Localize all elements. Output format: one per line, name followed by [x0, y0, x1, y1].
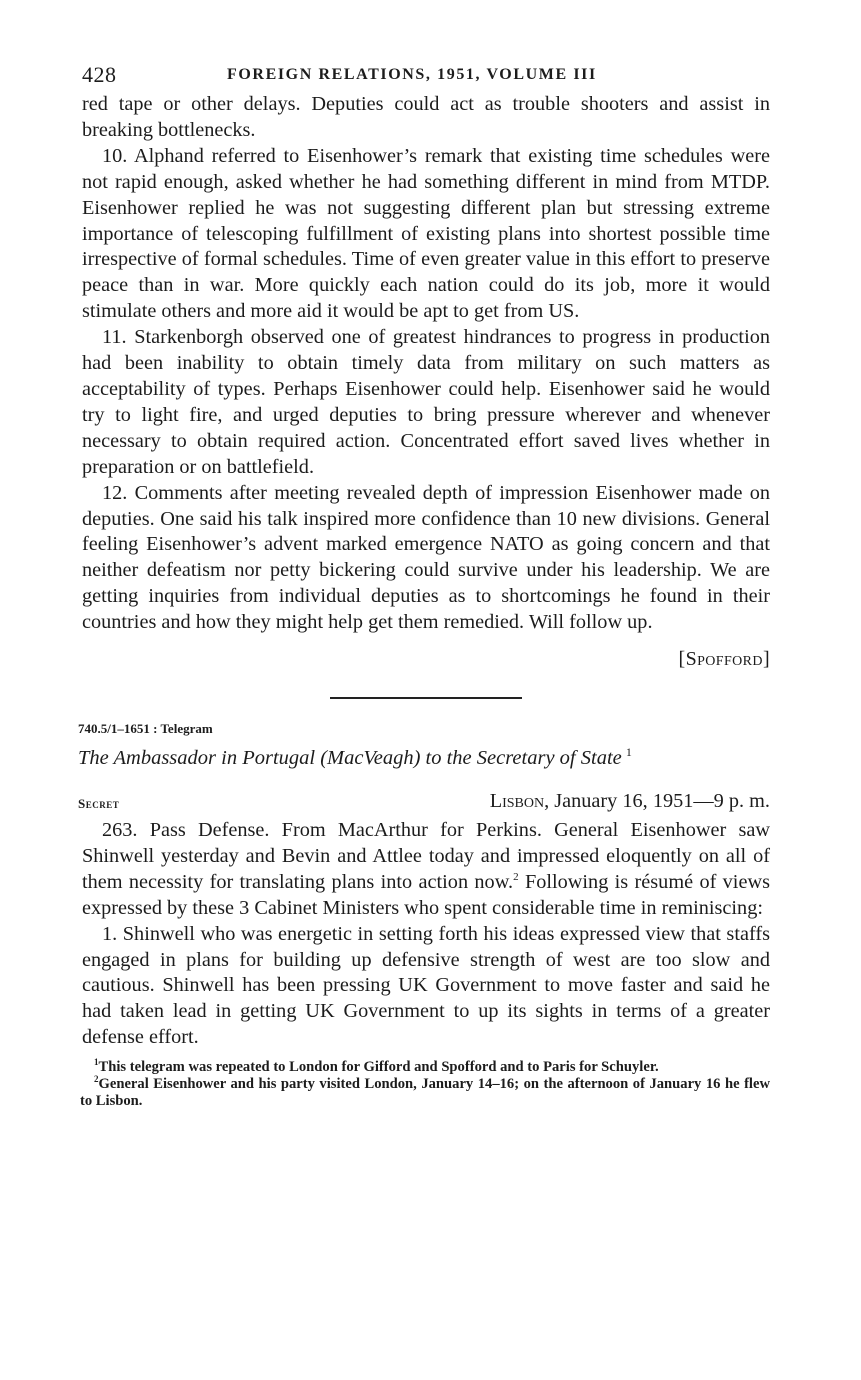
paragraph-263-part-b: Following is résumé of views expressed by these 3 Cabinet Ministers who spent considerable time in reminiscing: [82, 870, 770, 919]
running-header [82, 58, 770, 92]
paragraph-shinwell: 1. Shinwell who was energetic in setting forth his ideas expressed view that staffs engaged in plans for building up defensive strength of west are too slow and cautious. Shinwell has been pressing UK Government to move faster and said he had taken lead in getting UK Government to up its sights in terms of a greater defense effort. [82, 922, 770, 1049]
footnote-1 [80, 1059, 770, 1076]
paragraph-continued: red tape or other delays. Deputies could act as trouble shooters and assist in breaking bottlenecks. [82, 93, 770, 141]
footnote-2-number: 2 [94, 1074, 99, 1085]
dateline [78, 790, 770, 818]
footnotes [80, 1059, 770, 1110]
footnote-ref-2: 2 [513, 871, 519, 884]
signature-name: Spofford [685, 648, 763, 671]
date-text: , January 16, 1951—9 p. m. [544, 790, 770, 813]
footnote-1-text: This telegram was repeated to London for Gifford and Spofford and to Paris for Schuyler. [98, 1059, 659, 1076]
footnote-2-text: General Eisenhower and his party visited London, January 14–16; on the afternoon of January 16 he flew to Lisbon. [80, 1076, 770, 1110]
classification-label: Secret [78, 796, 120, 812]
running-title: FOREIGN RELATIONS, 1951, VOLUME III [227, 66, 597, 83]
place-name: Lisbon [489, 790, 545, 813]
document-title [78, 747, 770, 770]
paragraph-263 [82, 818, 770, 922]
document-page [78, 58, 770, 1110]
footnote-ref-1: 1 [625, 745, 632, 760]
page-number: 428 [82, 62, 117, 87]
paragraph-10: 10. Alphand referred to Eisenhower’s remark that existing time schedules were not rapid enough, asked whether he had something different in mind from MTDP. Eisenhower replied he was not suggesting different plan but stressing extreme importance of telescoping fulfillment of existing plans into shortest possible time irrespective of formal schedules. Time of even greater value in this effort to preserve peace than in war. More quickly each nation could do its job, more it would stimulate others and more aid it would be apt to get from US. [82, 144, 770, 323]
footnote-2 [80, 1076, 770, 1110]
paragraph-12: 12. Comments after meeting revealed depth of impression Eisenhower made on deputies. One said his talk inspired more confidence than 10 new divisions. General feeling Eisenhower’s advent marked emergence NATO as going concern and that neither defeatism nor petty bickering could survive under his leadership. We are getting inquiries from individual deputies as to shortcomings he found in their countries and how they might help get them remedied. Will follow up. [82, 481, 770, 634]
document-title-text: The Ambassador in Portugal (MacVeagh) to the Secretary of State [78, 747, 622, 770]
file-reference: 740.5/1–1651 : Telegram [78, 721, 213, 737]
paragraph-263-part-a: 263. Pass Defense. From MacArthur for Perkins. General Eisenhower saw Shinwell yesterday and Bevin and Attlee today and impressed eloquently on all of them necessity for translating plans into action now. [82, 819, 770, 893]
footnote-1-number: 1 [94, 1057, 99, 1068]
place-and-date [490, 790, 770, 813]
section-divider [330, 697, 522, 699]
signature: [Spofford] [678, 648, 770, 671]
paragraph-11: 11. Starkenborgh observed one of greatest hindrances to progress in production had been inability to obtain timely data from military on such matters as acceptability of types. Perhaps Eisenhower could help. Eisenhower said he would try to light fire, and urged deputies to bring pressure wherever and whenever necessary to obtain required action. Concentrated effort saved lives whether in preparation or on battlefield. [82, 326, 770, 478]
telegram-body [82, 818, 770, 1051]
previous-document-continuation [82, 92, 770, 671]
